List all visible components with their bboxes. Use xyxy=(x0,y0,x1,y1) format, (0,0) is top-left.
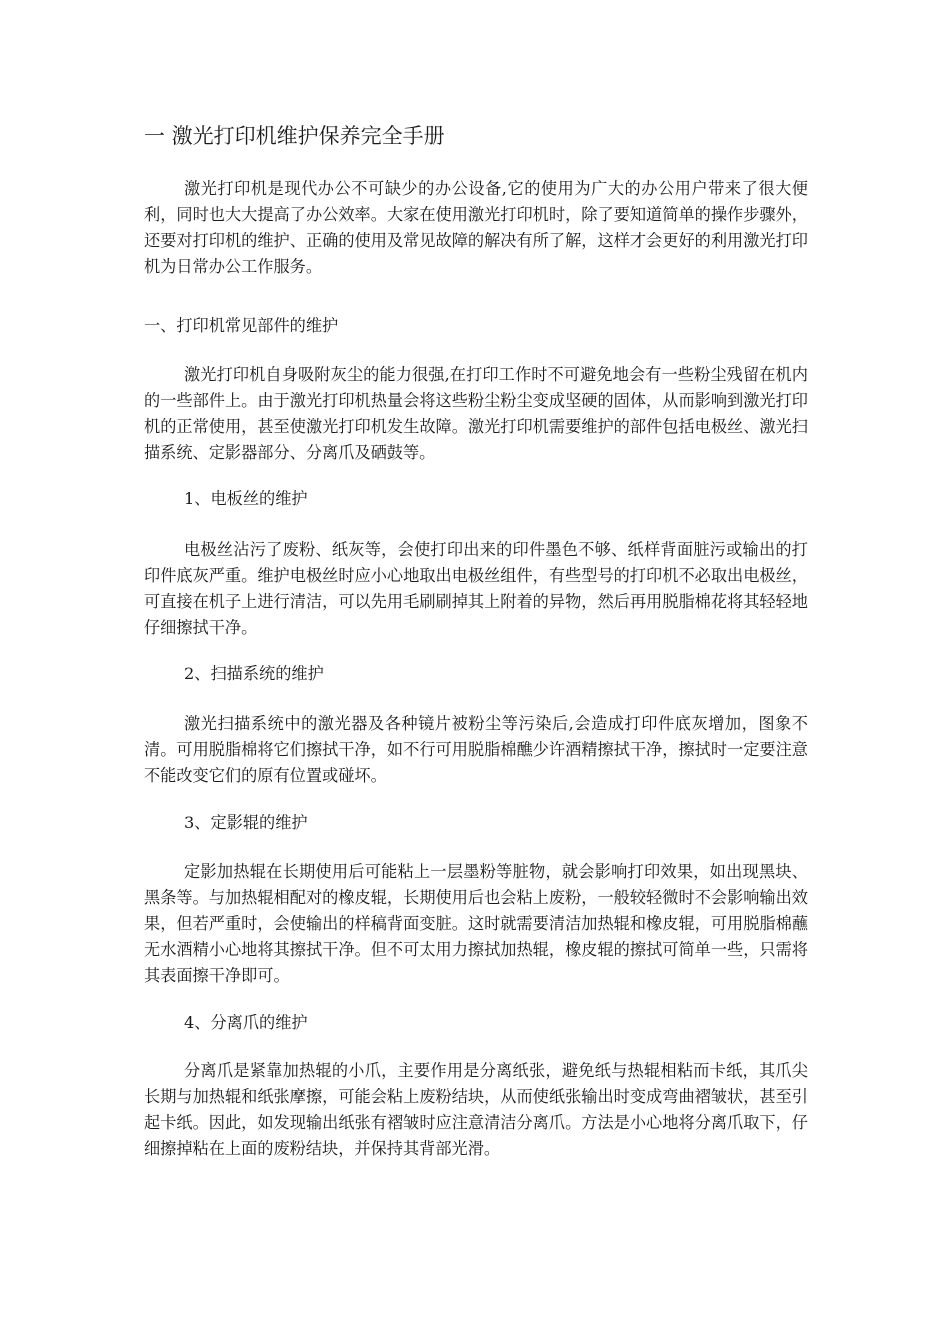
subsection-paragraph-fuser: 定影加热辊在长期使用后可能粘上一层墨粉等脏物，就会影响打印效果，如出现黑块、黑条等。与加热辊相配对的橡皮辊，长期使用后也会粘上废粉，一般较轻微时不会影响输出效果，但若严重时，会使输出的样稿背面变脏。这时就需要清洁加热辊和橡皮辊，可用脱脂棉蘸无水酒精小心地将其擦拭干净。但不可太用力擦拭加热辊，橡皮辊的擦拭可简单一些，只需将其表面擦干净即可。 xyxy=(144,862,808,985)
section-paragraph-parts: 激光打印机自身吸附灰尘的能力很强,在打印工作时不可避免地会有一些粉尘残留在机内的一些部件上。由于激光打印机热量会将这些粉尘粉尘变成坚硬的固体，从而影响到激光打印机的正常使用，甚至使激光打印机发生故障。激光打印机需要维护的部件包括电极丝、激光扫描系统、定影器部分、分离爪及硒鼓等。 xyxy=(144,365,808,462)
subsection-paragraph-separator: 分离爪是紧靠加热辊的小爪，主要作用是分离纸张，避免纸与热辊相粘而卡纸，其爪尖长期与加热辊和纸张摩擦，可能会粘上废粉结块，从而使纸张输出时变成弯曲褶皱状，甚至引起卡纸。因此，如发现输出纸张有褶皱时应注意清洁分离爪。方法是小心地将分离爪取下，仔细擦掉粘在上面的废粉结块，并保持其背部光滑。 xyxy=(144,1061,808,1158)
subsection-paragraph-electrode: 电极丝沾污了废粉、纸灰等，会使打印出来的印件墨色不够、纸样背面脏污或输出的打印件底灰严重。维护电极丝时应小心地取出电极丝组件，有些型号的打印机不必取出电极丝，可直接在机子上进行清洁，可以先用毛刷刷掉其上附着的异物，然后再用脱脂棉花将其轻轻地仔细擦拭干净。 xyxy=(144,540,808,637)
intro-paragraph: 激光打印机是现代办公不可缺少的办公设备,它的使用为广大的办公用户带来了很大便利，同时也大大提高了办公效率。大家在使用激光打印机时，除了要知道简单的操作步骤外，还要对打印机的维护、正确的使用及常见故障的解决有所了解，这样才会更好的利用激光打印机为日常办公工作服务。 xyxy=(144,179,808,276)
subsection-paragraph-scanner: 激光扫描系统中的激光器及各种镜片被粉尘等污染后,会造成打印件底灰增加，图象不清。可用脱脂棉将它们擦拭干净，如不行可用脱脂棉醮少许酒精擦拭干净，擦拭时一定要注意不能改变它们的原有位置或碰坏。 xyxy=(144,714,808,785)
subsection-heading-scanner: 2、扫描系统的维护 xyxy=(184,664,324,683)
subsection-heading-electrode: 1、电板丝的维护 xyxy=(184,489,308,508)
subsection-heading-separator: 4、分离爪的维护 xyxy=(184,1013,308,1032)
subsection-heading-fuser: 3、定影辊的维护 xyxy=(184,813,308,832)
document-title: 一 激光打印机维护保养完全手册 xyxy=(144,124,445,148)
section-heading-parts: 一、打印机常见部件的维护 xyxy=(144,316,339,335)
